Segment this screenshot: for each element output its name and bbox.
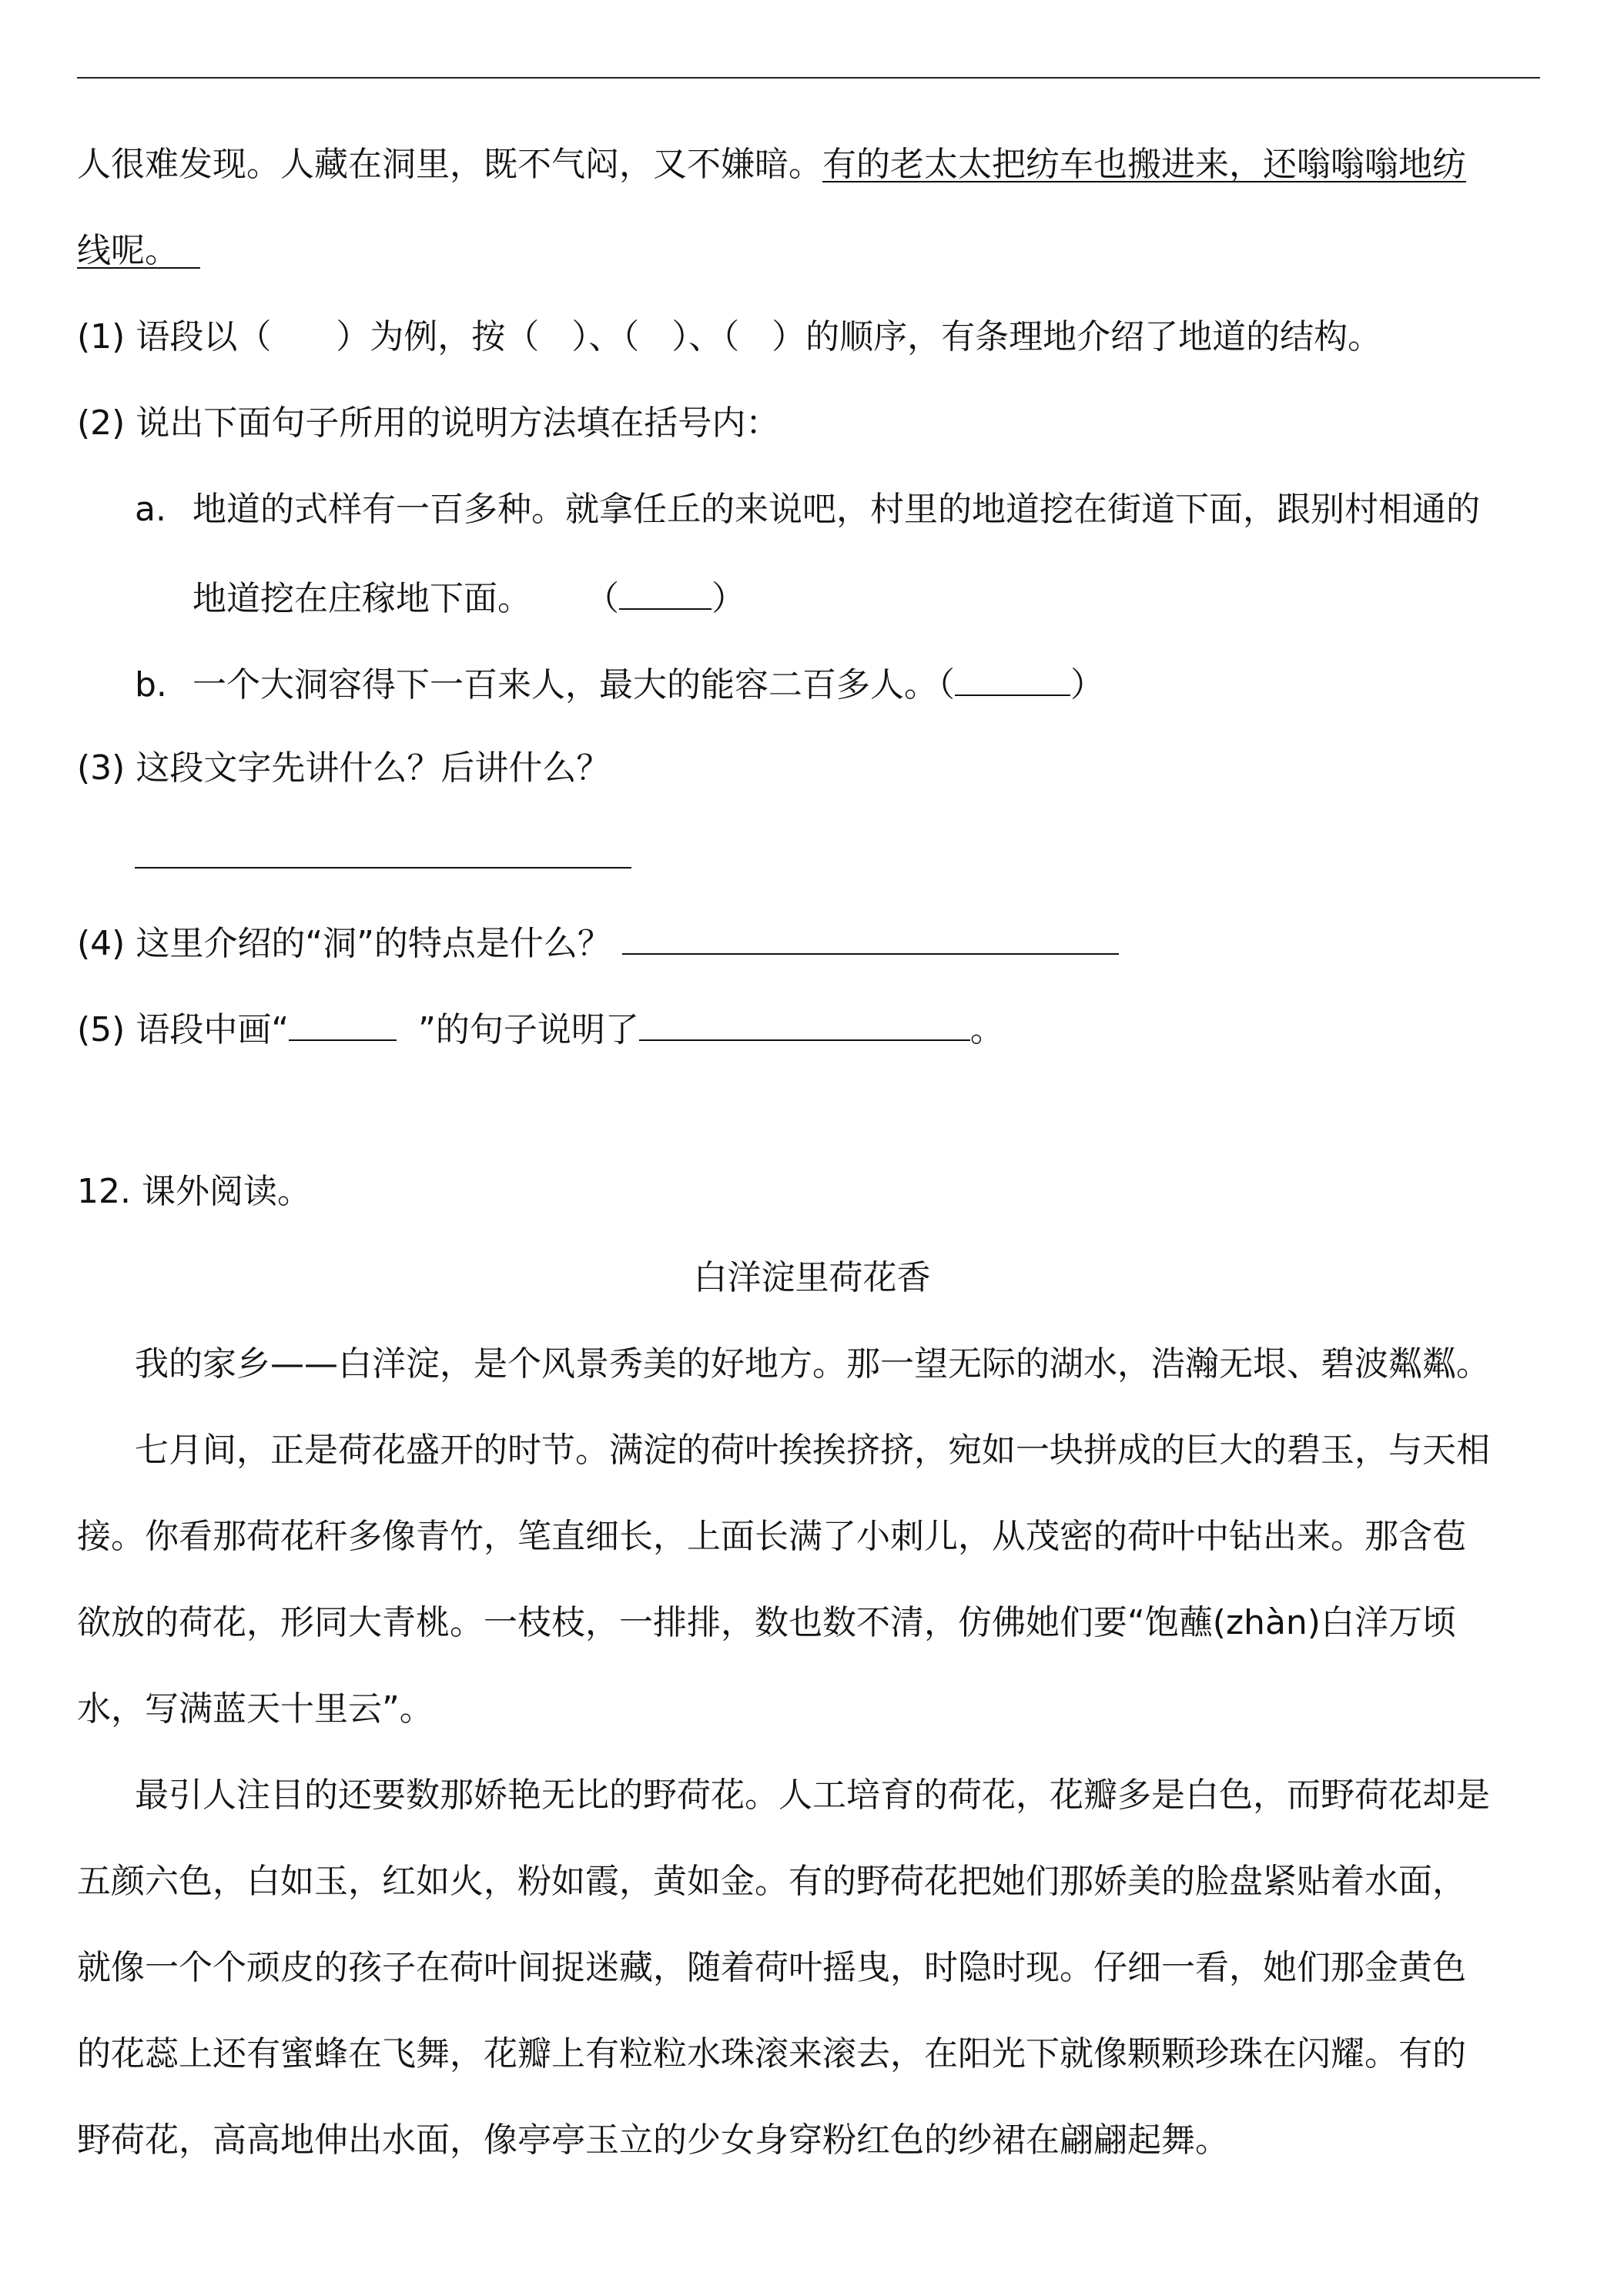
underlined-sentence-end: 线呢。 [77,231,179,270]
paren: （ [584,579,619,618]
question-number: (3) [77,748,126,788]
passage-title: 白洋淀里荷花香 [693,1258,931,1297]
passage-line: 我的家乡——白洋淀，是个风景秀美的好地方。那一望无际的湖水，浩瀚无垠、碧波粼粼。 [135,1344,1490,1384]
question-2 [77,400,779,447]
answer-blank[interactable] [539,317,571,356]
question-number: (5) [77,1010,126,1049]
item-text: 地道挖在庄稼地下面。 [193,579,531,618]
question-2a-line-1 [135,487,1480,533]
question-number: (2) [77,403,126,443]
question-text: 。 [969,1010,1004,1049]
passage-line: 水，写满蓝天十里云”。 [77,1689,434,1729]
question-1 [77,314,1381,360]
section-heading: 12. 课外阅读。 [77,1172,311,1211]
question-text: ”的句子说明了 [418,1010,639,1049]
paren: （ [938,665,955,705]
answer-blank[interactable] [619,573,712,610]
answer-blank[interactable] [639,317,671,356]
item-text: 一个大洞容得下一百来人，最大的能容二百多人。 [193,665,938,705]
question-text: ）的顺序，有条理地介绍了地道的结构。 [772,317,1382,356]
question-text: 这里介绍的“洞”的特点是什么？ [136,924,611,963]
passage-line-2 [77,228,200,274]
passage-line: 接。你看那荷花秆多像青竹，笔直细长，上面长满了小刺儿，从茂密的荷叶中钻出来。那含苞 [77,1517,1466,1556]
question-2a-line-2 [193,573,745,622]
paren: ） [711,579,745,618]
question-3 [77,745,610,792]
underline-tail [179,231,200,270]
answer-blank[interactable] [739,317,772,356]
item-label: a. [135,490,166,529]
passage-line: 的花蕊上还有蜜蜂在飞舞，花瓣上有粒粒水珠滚来滚去，在阳光下就像颗颗珍珠在闪耀。有的 [77,2034,1466,2073]
question-5 [77,1004,1004,1053]
question-text: ）、（ [671,317,740,356]
underlined-sentence: 有的老太太把纺车也搬进来，还嗡嗡嗡地纺 [822,145,1466,184]
passage-line: 最引人注目的还要数那娇艳无比的野荷花。人工培育的荷花，花瓣多是白色，而野荷花却是 [135,1776,1490,1815]
answer-blank[interactable] [271,317,336,356]
question-4 [77,918,1119,967]
question-number: (1) [77,317,126,356]
passage-text: 人很难发现。人藏在洞里，既不气闷，又不嫌暗。 [77,145,822,184]
answer-blank[interactable] [289,1004,397,1041]
passage-line: 五颜六色，白如玉，红如火，粉如霞，黄如金。有的野荷花把她们那娇美的脸盘紧贴着水面， [77,1862,1466,1901]
question-text: ）、（ [571,317,640,356]
passage-line-1 [77,142,1466,188]
header-rule [77,77,1540,79]
answer-blank[interactable] [622,918,1119,955]
question-text: 语段以（ [136,317,272,356]
question-text: 这段文字先讲什么？后讲什么？ [136,748,611,788]
answer-blank[interactable] [135,832,631,869]
passage-line: 野荷花，高高地伸出水面，像亭亭玉立的少女身穿粉红色的纱裙在翩翩起舞。 [77,2120,1229,2160]
paren: ） [1070,665,1104,705]
passage-line: 就像一个个顽皮的孩子在荷叶间捉迷藏，随着荷叶摇曳，时隐时现。仔细一看，她们那金黄色 [77,1948,1466,1987]
question-number: (4) [77,924,126,963]
question-text: 说出下面句子所用的说明方法填在括号内： [136,403,780,443]
passage-line: 欲放的荷花，形同大青桃。一枝枝，一排排，数也数不清，仿佛她们要“饱蘸(zhàn)白洋万顷 [77,1603,1456,1642]
answer-blank[interactable] [955,659,1070,696]
item-label: b. [135,665,167,705]
question-2b [135,659,1104,708]
passage-line: 七月间，正是荷花盛开的时节。满淀的荷叶挨挨挤挤，宛如一块拼成的巨大的碧玉，与天相 [135,1431,1490,1470]
question-text: 语段中画“ [136,1010,290,1049]
answer-line-q3 [135,832,631,881]
item-text: 地道的式样有一百多种。就拿任丘的来说吧，村里的地道挖在街道下面，跟别村相通的 [193,490,1480,529]
question-text: ）为例，按（ [336,317,540,356]
answer-blank[interactable] [639,1004,970,1041]
